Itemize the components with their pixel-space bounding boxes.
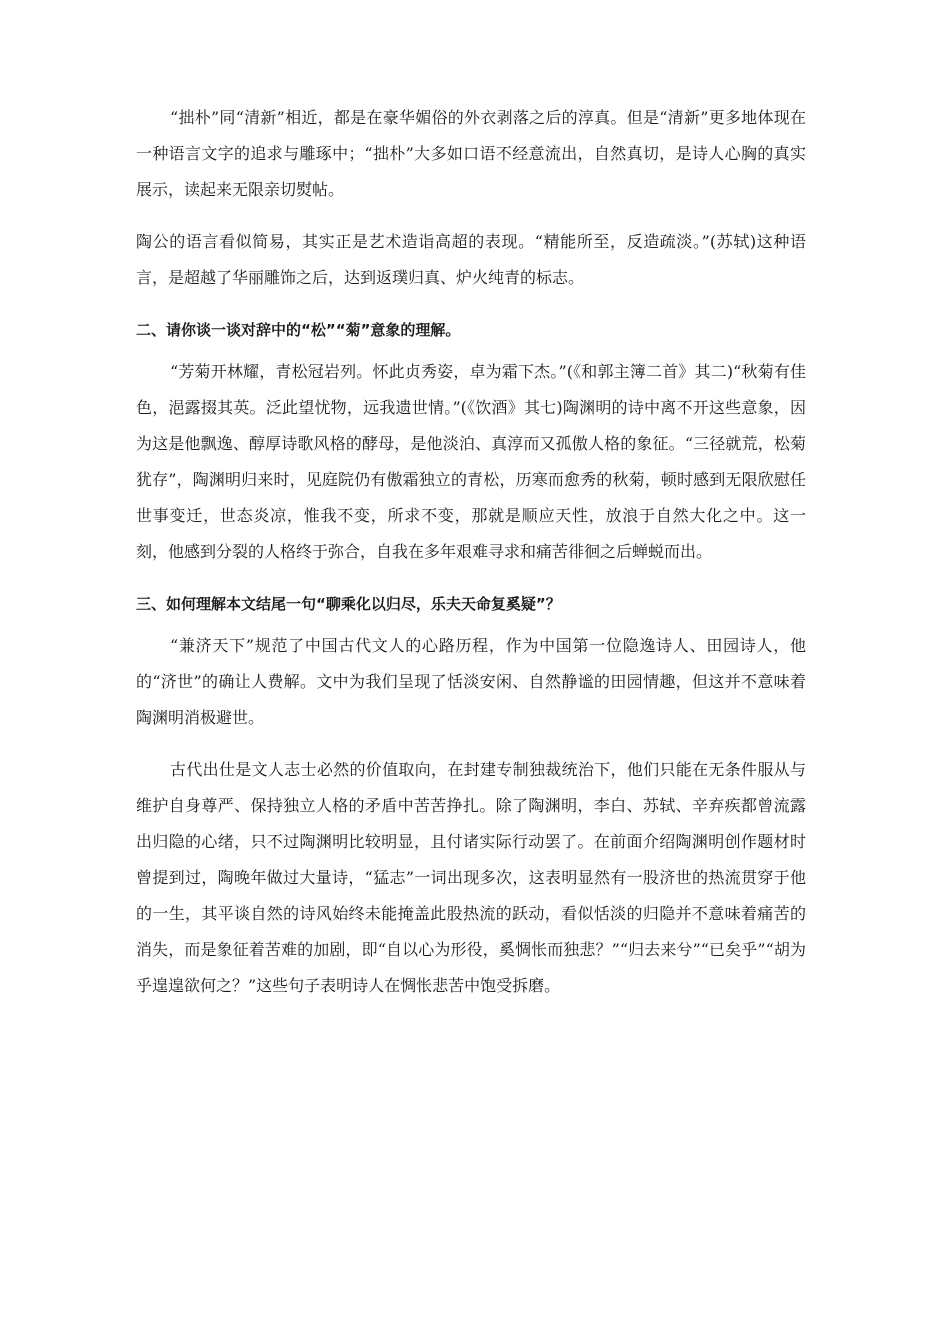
paragraph-zhuopu: “拙朴”同“清新”相近，都是在豪华媚俗的外衣剥落之后的淳真。但是“清新”更多地体现在一种语言文字的追求与雕琢中；“拙朴”大多如口语不经意流出，自然真切，是诗人心胸的真实展示，读起来无限亲切熨帖。 xyxy=(136,108,806,199)
heading-question-three: 三、如何理解本文结尾一句“聊乘化以归尽，乐夫天命复奚疑”？ xyxy=(136,595,561,613)
heading-question-two: 二、请你谈一谈对辞中的“松”“菊”意象的理解。 xyxy=(136,321,461,339)
paragraph-chushi: 古代出仕是文人志士必然的价值取向，在封建专制独裁统治下，他们只能在无条件服从与维护自身尊严、保持独立人格的矛盾中苦苦挣扎。除了陶渊明，李白、苏轼、辛弃疾都曾流露出归隐的心绪，只不过陶渊明比较明显，且付诸实际行动罢了。在前面介绍陶渊明创作题材时曾提到过，陶晚年做过大量诗，“猛志”一词出现多次，这表明显然有一股济世的热流贯穿于他的一生，其平谈自然的诗风始终未能掩盖此股热流的跃动，看似恬淡的归隐并不意味着痛苦的消失，而是象征着苦难的加剧，即“自以心为形役，奚惆怅而独悲？”“归去来兮”“已矣乎”“胡为乎遑遑欲何之？”这些句子表明诗人在惆怅悲苦中饱受拆磨。 xyxy=(136,760,806,995)
paragraph-pine-chrysanthemum: “芳菊开林耀，青松冠岩列。怀此贞秀姿，卓为霜下杰。”(《和郭主簿二首》其二)“秋菊有佳色，浥露掇其英。泛此望忧物，远我遗世情。”(《饮酒》其七)陶渊明的诗中离不开这些意象，因为这是他飘逸、醇厚诗歌风格的酵母，是他淡泊、真淳而又孤傲人格的象征。“三径就荒，松菊犹存”，陶渊明归来时，见庭院仍有傲霜独立的青松，历寒而愈秀的秋菊，顿时感到无限欣慰任世事变迁，世态炎凉，惟我不变，所求不变，那就是顺应天性，放浪于自然大化之中。这一刻，他感到分裂的人格终于弥合，自我在多年艰难寻求和痛苦徘徊之后蝉蜕而出。 xyxy=(136,362,806,561)
paragraph-jianji: “兼济天下”规范了中国古代文人的心路历程，作为中国第一位隐逸诗人、田园诗人，他的“济世”的确让人费解。文中为我们呈现了恬淡安闲、自然静谧的田园情趣，但这并不意味着陶渊明消极避世。 xyxy=(136,636,806,727)
paragraph-language: 陶公的语言看似简易，其实正是艺术造诣高超的表现。“精能所至，反造疏淡。”(苏轼)这种语言，是超越了华丽雕饰之后，达到返璞归真、炉火纯青的标志。 xyxy=(136,232,806,287)
